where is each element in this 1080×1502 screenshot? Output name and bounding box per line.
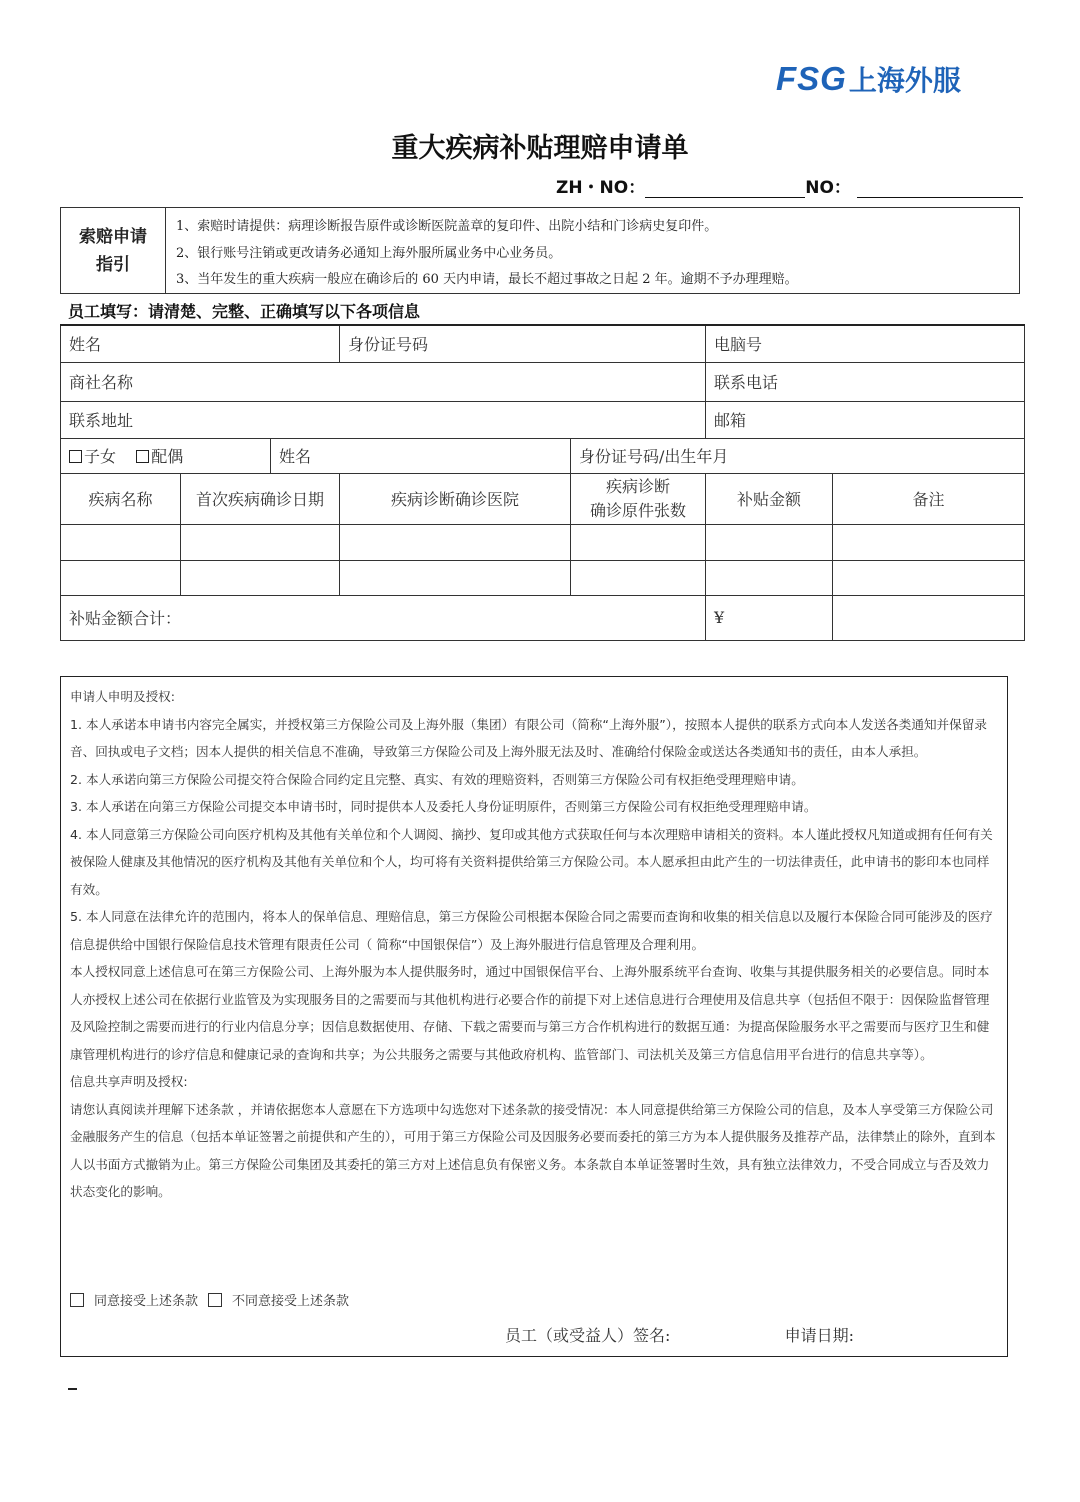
header-remarks: 备注 — [833, 473, 1025, 524]
total-blank-cell — [833, 595, 1025, 640]
fill-instruction: 员工填写：请清楚、完整、正确填写以下各项信息 — [68, 302, 421, 321]
guide-label-line2: 指引 — [96, 254, 130, 275]
table-row — [61, 524, 1025, 560]
disagree-checkbox[interactable] — [208, 1293, 222, 1307]
cell-disease[interactable] — [61, 560, 181, 595]
claim-form-table — [60, 324, 1025, 641]
consent-options — [70, 1290, 349, 1309]
name-label: 姓名 — [69, 335, 102, 355]
signature-label: 员工（或受益人）签名: — [505, 1326, 671, 1345]
spouse-checkbox[interactable] — [136, 450, 149, 463]
table-row — [61, 560, 1025, 595]
total-label: 补贴金额合计： — [61, 595, 706, 640]
declaration-heading: 申请人申明及授权: — [70, 689, 175, 704]
header-disease: 疾病名称 — [61, 473, 181, 524]
header-first-diagnosis-date: 首次疾病确诊日期 — [181, 473, 340, 524]
id-number-label: 身份证号码 — [348, 335, 429, 355]
declaration-paragraph: 4. 本人同意第三方保险公司向医疗机构及其他有关单位和个人调阅、摘抄、复印或其他方式获取任何与本次理赔申请相关的资料。本人谨此授权凡知道或拥有任何有关被保险人健康及其他情况的医疗机构及其他有关单位和个人，均可将有关资料提供给第三方保险公司。本人愿承担由此产生的一切法律责任，此申请书的影印本也同样有效。 — [70, 826, 993, 897]
zh-no-label: ZH・NO： — [556, 178, 646, 198]
cell-hospital[interactable] — [340, 524, 571, 560]
date-label: 申请日期: — [784, 1326, 854, 1345]
cell-hospital[interactable] — [340, 560, 571, 595]
spouse-label: 配偶 — [151, 447, 184, 466]
name-field[interactable] — [61, 325, 340, 362]
signature-row — [505, 1323, 854, 1346]
cell-original-sheets[interactable] — [571, 560, 706, 595]
email-field[interactable] — [706, 401, 1025, 438]
cell-disease[interactable] — [61, 524, 181, 560]
agree-checkbox[interactable] — [70, 1293, 84, 1307]
total-amount-field[interactable] — [706, 595, 833, 640]
header-original-sheets — [571, 473, 706, 524]
dependent-name-label: 姓名 — [279, 447, 312, 466]
declaration-paragraph: 本人授权同意上述信息可在第三方保险公司、上海外服为本人提供服务时，通过中国银保信平台、上海外服系统平台查询、收集与其提供服务相关的必要信息。同时本人亦授权上述公司在依据行业监管及为实现服务目的之需要而与其他机构进行必要合作的前提下对上述信息进行合理使用及信息共享（包括但不限于：因保险监督管理及风险控制之需要而进行的行业内信息分享；因信息数据使用、存储、下载之需要而与第三方合作机构进行的数据互通：为提高保险服务水平之需要而与医疗卫生和健康管理机构进行的诊疗信息和健康记录的查询和共享；为公共服务之需要与其他政府机构、监管部门、司法机关及第三方信息信用平台进行的信息共享等）。 — [70, 964, 990, 1062]
computer-no-field[interactable] — [706, 325, 1025, 362]
address-label: 联系地址 — [69, 411, 134, 430]
share-text: 请您认真阅读并理解下述条款 ，并请依据您本人意愿在下方选项中勾选您对下述条款的接受情况：本人同意提供给第三方保险公司的信息，及本人享受第三方保险公司金融服务产生的信息（包括本单证签署之前提供和产生的），可用于第三方保险公司及因服务必要而委托的第三方为本人提供服务及推荐产品，法律禁止的除外，直到本人以书面方式撤销为止。第三方保险公司集团及其委托的第三方对上述信息负有保密义务。本条款自本单证签署时生效，具有独立法律效力，不受合同成立与否及效力状态变化的影响。 — [70, 1101, 996, 1199]
no-label: NO： — [805, 178, 851, 198]
computer-no-label: 电脑号 — [714, 335, 763, 355]
declaration-paragraph: 5. 本人同意在法律允许的范围内，将本人的保单信息、理赔信息，第三方保险公司根据本保险合同之需要而查询和收集的相关信息以及履行本保险合同可能涉及的医疗信息提供给中国银行保险信息技术管理有限责任公司（ 简称“中国银保信”）及上海外服进行信息管理及合理利用。 — [70, 909, 993, 952]
address-field[interactable] — [61, 401, 706, 438]
relation-select — [61, 438, 271, 473]
logo-name: 上海外服 — [848, 64, 961, 97]
guide-label-line1: 索赔申请 — [79, 226, 147, 247]
company-name-label: 商社名称 — [69, 373, 134, 392]
id-or-birth-field[interactable] — [571, 438, 1025, 473]
email-label: 邮箱 — [714, 411, 747, 430]
header-original-sheets-line1: 疾病诊断 — [606, 476, 671, 496]
logo-brand: FSG — [776, 60, 847, 97]
child-label: 子女 — [84, 447, 117, 466]
dependent-name-field[interactable] — [271, 438, 571, 473]
guide-item: 3、当年发生的重大疾病一般应在确诊后的 60 天内申请，最长不超过事故之日起 2 年。逾期不予办理理赔。 — [176, 272, 798, 287]
cell-amount[interactable] — [706, 524, 833, 560]
company-logo — [776, 62, 961, 96]
agree-label: 同意接受上述条款 — [94, 1294, 199, 1309]
cell-first-diagnosis-date[interactable] — [181, 524, 340, 560]
child-checkbox[interactable] — [69, 450, 82, 463]
id-or-birth-label: 身份证号码/出生年月 — [579, 447, 729, 466]
declaration-paragraph: 1. 本人承诺本申请书内容完全属实，并授权第三方保险公司及上海外服（集团）有限公司（简称“上海外服”），按照本人提供的联系方式向本人发送各类通知并保留录音、回执或电子文档；因本人提供的相关信息不准确，导致第三方保险公司及上海外服无法及时、准确给付保险金或送达各类通知书的责任，由本人承担。 — [70, 716, 987, 759]
company-name-field[interactable] — [61, 362, 706, 401]
form-number-line — [556, 173, 1023, 198]
guide-items — [166, 208, 808, 293]
disagree-label: 不同意接受上述条款 — [232, 1294, 350, 1309]
zh-no-field[interactable] — [645, 177, 805, 198]
guide-item: 1、索赔时请提供：病理诊断报告原件或诊断医院盖章的复印件、出院小结和门诊病史复印件。 — [176, 219, 718, 234]
currency-symbol: ¥ — [714, 608, 725, 627]
guide-label — [61, 208, 166, 293]
page-title: 重大疾病补贴理赔申请单 — [391, 133, 689, 164]
cell-first-diagnosis-date[interactable] — [181, 560, 340, 595]
share-heading: 信息共享声明及授权: — [70, 1074, 188, 1089]
header-hospital: 疾病诊断确诊医院 — [340, 473, 571, 524]
cell-original-sheets[interactable] — [571, 524, 706, 560]
declaration-box — [60, 676, 1008, 1357]
declaration-paragraph: 3. 本人承诺在向第三方保险公司提交本申请书时，同时提供本人及委托人身份证明原件，否则第三方保险公司有权拒绝受理理赔申请。 — [70, 799, 817, 814]
header-amount: 补贴金额 — [706, 473, 833, 524]
claim-guide — [60, 207, 1020, 294]
cell-remarks[interactable] — [833, 524, 1025, 560]
no-field[interactable] — [857, 177, 1023, 198]
contact-phone-label: 联系电话 — [714, 373, 779, 392]
cell-amount[interactable] — [706, 560, 833, 595]
id-number-field[interactable] — [340, 325, 706, 362]
guide-item: 2、银行账号注销或更改请务必通知上海外服所属业务中心业务员。 — [176, 245, 562, 261]
cell-remarks[interactable] — [833, 560, 1025, 595]
header-original-sheets-line2: 确诊原件张数 — [590, 500, 687, 520]
contact-phone-field[interactable] — [706, 362, 1025, 401]
footer-dash — [68, 1388, 77, 1390]
declaration-paragraph: 2. 本人承诺向第三方保险公司提交符合保险合同约定且完整、真实、有效的理赔资料，否则第三方保险公司有权拒绝受理理赔申请。 — [70, 771, 804, 787]
